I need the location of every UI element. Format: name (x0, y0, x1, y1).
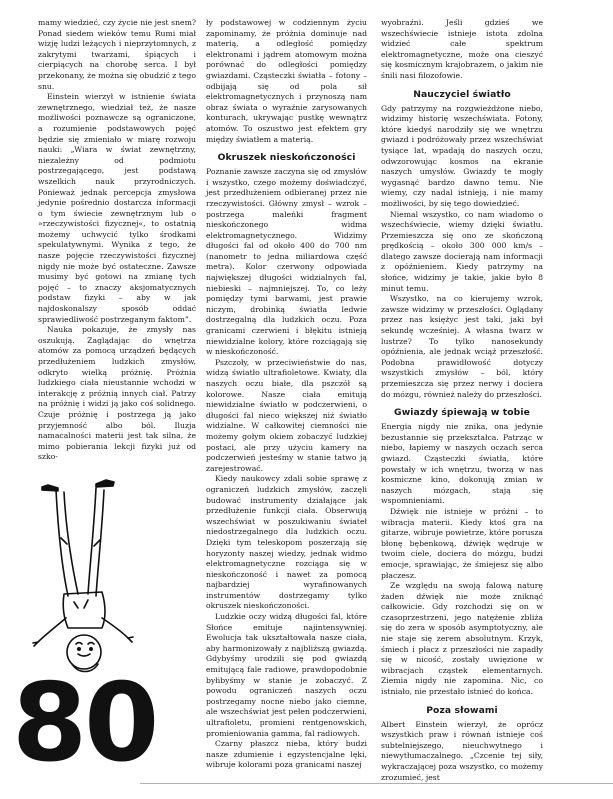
page-number: 80 (12, 661, 157, 786)
paragraph: Czarny płaszcz nieba, który budzi nasze zdumienie i egzystencjalne lęki, wibruje kolorami poza granicami naszej (206, 739, 367, 770)
text-column-2 (206, 18, 367, 771)
paragraph: Ludzkie oczy widzą długości fal, które Słońce emituje najintensywniej. Ewolucja tak ukształtowała nasze ciała, aby harmonizowały z najbliższą gwiazdą. Gdybyśmy urodzili się pod gwiazdą emitującą fale radiowe, prawdopodobnie byłibyśmy w stanie je zobaczyć. Z powodu ograniczeń naszych oczu postrzegamy nocne niebo jako ciemne, ale wszechświat jest pełen podczerwieni, ultrafioletu, promieni rentgenowskich, promieniowania gamma, fal radiowych. (206, 612, 367, 738)
paragraph: Poznanie zawsze zaczyna się od zmysłów i wszystko, czego możemy doświadczyć, jest przedłużeniem odbieranej przez nie rzeczywistości. Główny zmysł – wzrok – postrzega maleńki fragment nieskończonego widma elektromagnetycznego. Widzimy długości fal od około 400 do 700 nm (nanometr to jedna miliardowa część metra). Kolor czerwony odpowiada największej długości widzialnych fal, niebieski – najmniejszej. To, co leży pomiędzy tymi barwami, jest prawie niczym, drobinką światła ledwie dostrzegalną dla ludzkich oczu. Poza granicami czerwieni i błękitu istnieją niewidzialne kolory, które rozciągają się w nieskończoność. (206, 167, 367, 357)
paragraph: ły podstawowej w codziennym życiu zapominamy, że próżnia dominuje nad materią, a odległość pomiędzy elektronami i jądrem atomowym można porównać do odległości pomiędzy gwiazdami. Cząsteczki światła – fotony – odbijają się od pola sił elektromagnetycznych i przynoszą nam obraz świata o wyraźnie zarysowanych konturach, ukrywając pustkę wewnątrz atomów. To oszustwo jest efektem gry między światłem a materią. (206, 18, 367, 144)
paragraph: Einstein wierzył w istnienie świata zewnętrznego, wiedział też, że nasze możliwości poznawcze są ograniczone, a rozumienie podstawowych pojęć będzie się zmieniało w miarę rozwoju nauki: „Wiara w świat zewnętrzny, niezależny od podmiotu postrzegającego, jest podstawą wszelkich nauk przyrodniczych. Ponieważ jednak percepcja zmysłowa jedynie pośrednio dostarcza informacji o tym świecie zewnętrznym lub o »rzeczywistości fizycznej«, to ostatnią możemy uchwycić tylko środkami spekulatywnymi. Wynika z tego, że nasze pojęcie rzeczywistości fizycznej nigdy nie może być ostateczne. Zawsze musimy być gotowi na zmianę tych pojęć – to znaczy aksjomatycznych podstaw fizyki – aby w jak najdoskonalszy sposób oddać sprawiedliwość postrzeganym faktom”. (38, 92, 196, 324)
paragraph: Nauka pokazuje, że zmysły nas oszukują. Zaglądając do wnętrza atomów za pomocą urządzeń będących przedłużeniem ludzkich zmysłów, odkryto wielką próżnię. Próżnia ludzkiego ciała nieustannie wchodzi w interakcję z próżnią innych ciał. Patrzy na próżnię i widzi ją jako coś solidnego. Czuje próżnię i postrzega ją jako przyjemność albo ból. Iluzja namacalności materii jest tak silna, że mimo pobierania lekcji fizyki już od szko- (38, 325, 196, 462)
paragraph: Dźwięk nie istnieje w próżni – to wibracja materii. Kiedy ktoś gra na gitarze, wibruje powietrze, które porusza błonę bębenkową, dźwięk wędruje w twoim ciele, dociera do mózgu, budzi emocje, sprawiając, że śmiejesz się albo płaczesz. (381, 506, 543, 580)
paragraph: Wszystko, na co kierujemy wzrok, zawsze widzimy w przeszłości. Oglądany przez nas księżyc jest taki, jaki był sekundę wcześniej. A własna twarz w lustrze? To tylko nanosekundy opóźnienia, ale jednak wciąż przeszłość. Podobna prawidłowość dotyczy wszystkich zmysłów – ból, który przemieszcza się przez nerwy i dociera do mózgu, również należy do przeszłości. (381, 294, 543, 399)
paragraph: mamy wiedzieć, czy życie nie jest snem? Ponad siedem wieków temu Rumi miał wizję ludzi leżących i nieprzytomnych, z zakrytymi twarzami, śpiących i cierpiących na chorobę serca. I był przekonany, że można się obudzić z tego snu. (38, 18, 196, 91)
paragraph: Niemal wszystko, co nam wiadomo o wszechświecie, wiemy dzięki światłu. Przemieszcza się ono ze skończoną prędkością – około 300 000 km/s – dlatego zawsze docierają nam informacji z opóźnieniem. Kiedy patrzymy na słońce, widzimy je takie, jakie było 8 minut temu. (381, 209, 543, 293)
paragraph: Pszczoły, w przeciwieństwie do nas, widzą światło ultrafioletowe. Kwiaty, dla naszych oczu białe, dla pszczół są kolorowe. Nasze ciała emitują niewidzialne światło w podczerwieni, o długości fal nieco większej niż światło widzialne. W całkowitej ciemności nie możemy gołym okiem zobaczyć ludzkiej postaci, ale przy użyciu kamery na podczerwień jesteśmy w stanie tatwo ją zarejestrować. (206, 357, 367, 473)
text-column-3 (381, 18, 543, 783)
paragraph: Gdy patrzymy na rozgwieżdżone niebo, widzimy historię wszechświata. Fotony, które kiedyś narodziły się we wnętrzu gwiazd i podróżowały przez wszechświat tysiące lat, wpadają do naszych oczu, odwzorowując kosmos na ekranie naszych umysłów. Gwiazdy te mogły wygasnąć bardzo dawno temu. Nie wiemy, czy nadal istnieją, i nie mamy możliwości, by się tego dowiedzieć. (381, 103, 543, 208)
section-heading: Poza słowami (426, 704, 498, 716)
section-heading: Okruszek nieskończoności (217, 152, 356, 164)
paragraph: Kiedy naukowcy zdali sobie sprawę z ograniczeń ludzkich zmysłów, zaczęli budować instrumenty działające jak przedłużenie funkcji ciała. Obserwują wszechświat w poszukiwaniu świateł niedostrzegalnego dla ludzkich oczu. Dzięki tym teleskopom poszerzają się horyzonty naszej wiedzy, jednak widmo elektromagnetyczne rozciąga się w nieskończoność i nawet za pomocą najbardziej wyrafinowanych instrumentów dostrzegamy tylko okruszek nieskończoności. (206, 474, 367, 611)
paragraph: Albert Einstein wierzył, że oprócz wszystkich praw i równań istnieje coś subtelniejszego, nieuchwytnego i niewytłumaczalnego. „Czcenie tej siły, wykraczającej poza wszystko, co możemy zrozumieć, jest (381, 719, 543, 782)
paragraph: Energia nigdy nie znika, ona jedynie bezustannie się przekształca. Patrząc w niebo, łapiemy w naszych oczach serca gwiazd. Cząsteczki światła, które powstały w ich wnętrzu, tworzą w nas kosmiczne kino, dokonują zmian w naszych mózgach, stają się wspomnieniami. (381, 422, 543, 506)
text-column-1 (38, 18, 196, 463)
paragraph: Ze względu na swoją falową naturę żaden dźwięk nie może zniknąć całkowicie. Gdy rozchodzi się on w czasoprzestrzeni, jego natężenie zbliża się do zera w sposób asymptotyczny, ale nie staje się zerem absolutnym. Krzyk, śmiech i płacz z przeszłości nie zapadły się w nicość, zostały uwięzione w wibracjach cząstek elementarnych. Ziemia nigdy nie zapomina. Nic, co istniało, nie przestało istnieć do końca. (381, 581, 543, 697)
section-heading: Nauczyciel światło (413, 88, 511, 100)
upside-down-figure-illustration (18, 468, 136, 678)
paragraph: wyobraźni. Jeśli gdzieś we wszechświecie istnieje istota zdolna widzieć całe spektrum elektromagnetyczne, może ona cieszyć się kosmicznym krajobrazem, o jakim nie śnili nasi filozofowie. (381, 18, 543, 80)
section-heading: Gwiazdy śpiewają w tobie (394, 407, 530, 419)
footer-rule (140, 783, 613, 784)
